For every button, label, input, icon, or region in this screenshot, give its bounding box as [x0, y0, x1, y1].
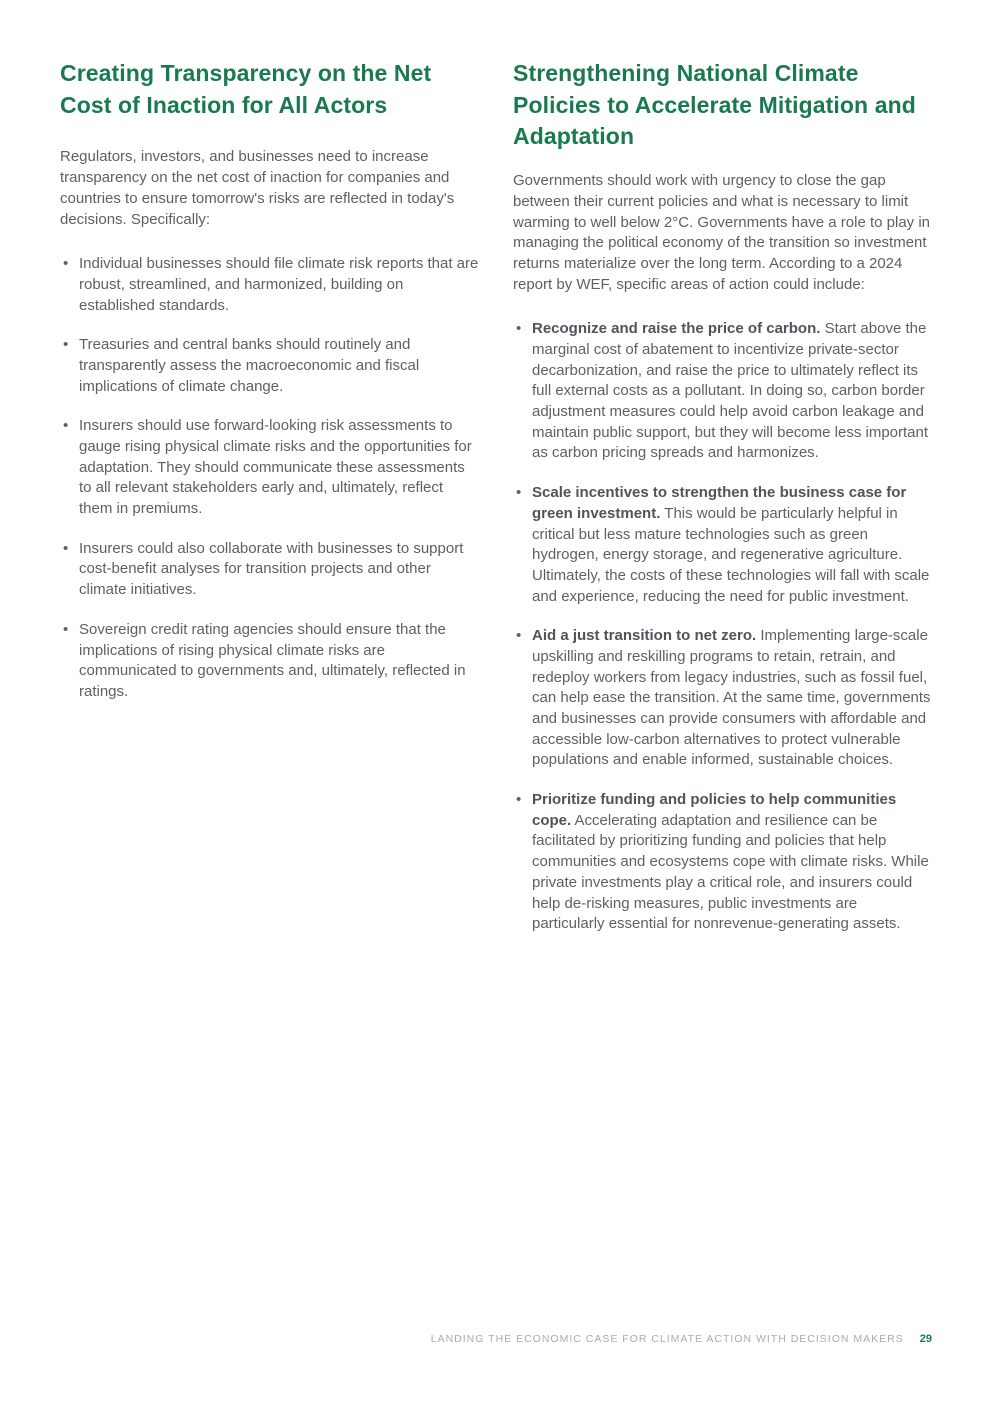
list-item: [513, 319, 932, 464]
bullet-text: Sovereign credit rating agencies should ensure that the implications of rising physical climate risks are communicated to governments and, ultimately, reflected in ratings.: [79, 620, 466, 700]
right-bullet-list: [513, 319, 932, 935]
list-item: [513, 626, 932, 771]
footer-page-number: 29: [919, 1333, 932, 1345]
list-item: [513, 790, 932, 935]
list-item: [60, 620, 479, 703]
bullet-text: Accelerating adaptation and resilience can be facilitated by prioritizing funding and policies that help communities and ecosystems cope with climate risks. While private investments play a critical role, and insurers could help de-risking measures, public investments are particularly essential for nonrevenue-generating assets.: [532, 811, 929, 933]
list-item: [60, 335, 479, 397]
two-column-layout: [60, 58, 932, 954]
bullet-text: This would be particularly helpful in critical but less mature technologies such as green hydrogen, energy storage, and regenerative agriculture. Ultimately, the costs of these technologies will fall with scale and experience, reducing the need for public investment.: [532, 504, 930, 605]
right-section-heading: Strengthening National Climate Policies to Accelerate Mitigation and Adaptation: [513, 60, 916, 150]
bullet-text: Treasuries and central banks should routinely and transparently assess the macroeconomic and fiscal implications of climate change.: [79, 336, 420, 395]
right-intro-paragraph: Governments should work with urgency to close the gap between their current policies and what is necessary to limit warming to well below 2°C. Governments have a role to play in managing the political economy of the transition so investment returns materialize over the long term. According to a 2024 report by WEF, specific areas of action could include:: [513, 172, 931, 293]
bullet-lead: Prioritize funding and policies to help communities cope.: [532, 791, 897, 829]
left-intro-paragraph: Regulators, investors, and businesses need to increase transparency on the net cost of inaction for companies and countries to ensure tomorrow's risks are reflected in today's decisions. Specifically:: [60, 148, 455, 228]
list-item: [513, 483, 932, 607]
bullet-lead: Recognize and raise the price of carbon.: [532, 320, 821, 338]
bullet-lead: Aid a just transition to net zero.: [532, 627, 757, 645]
page-footer: [431, 1333, 932, 1345]
list-item: [60, 254, 479, 316]
bullet-lead: Scale incentives to strengthen the business case for green investment.: [532, 484, 907, 522]
left-bullet-list: [60, 254, 479, 702]
right-column: [513, 58, 932, 954]
left-column: [60, 58, 479, 954]
bullet-text: Start above the marginal cost of abatement to incentivize private-sector decarbonization, and raise the price to ultimately reflect its full external costs as a pollutant. In doing so, carbon border adjustment measures could help avoid carbon leakage and maintain public support, but they will become less important as carbon pricing spreads and harmonizes.: [532, 320, 929, 462]
bullet-text: Implementing large-scale upskilling and reskilling programs to retain, retrain, and redeploy workers from legacy industries, such as fossil fuel, can help ease the transition. At the same time, governments and businesses can provide consumers with affordable and accessible low-carbon alternatives to protect vulnerable populations and enable informed, sustainable choices.: [532, 627, 931, 769]
list-item: [60, 416, 479, 519]
bullet-text: Insurers could also collaborate with businesses to support cost-benefit analyses for transition projects and other climate initiatives.: [79, 539, 464, 599]
footer-running-title: LANDING THE ECONOMIC CASE FOR CLIMATE ACTION WITH DECISION MAKERS: [430, 1333, 904, 1345]
left-section-heading: Creating Transparency on the Net Cost of Inaction for All Actors: [60, 60, 432, 118]
bullet-text: Insurers should use forward-looking risk assessments to gauge rising physical climate risks and the opportunities for adaptation. They should communicate these assessments to all relevant stakeholders early and, ultimately, reflect them in premiums.: [79, 417, 472, 518]
bullet-text: Individual businesses should file climate risk reports that are robust, streamlined, and harmonized, building on established standards.: [79, 255, 479, 314]
list-item: [60, 539, 479, 601]
